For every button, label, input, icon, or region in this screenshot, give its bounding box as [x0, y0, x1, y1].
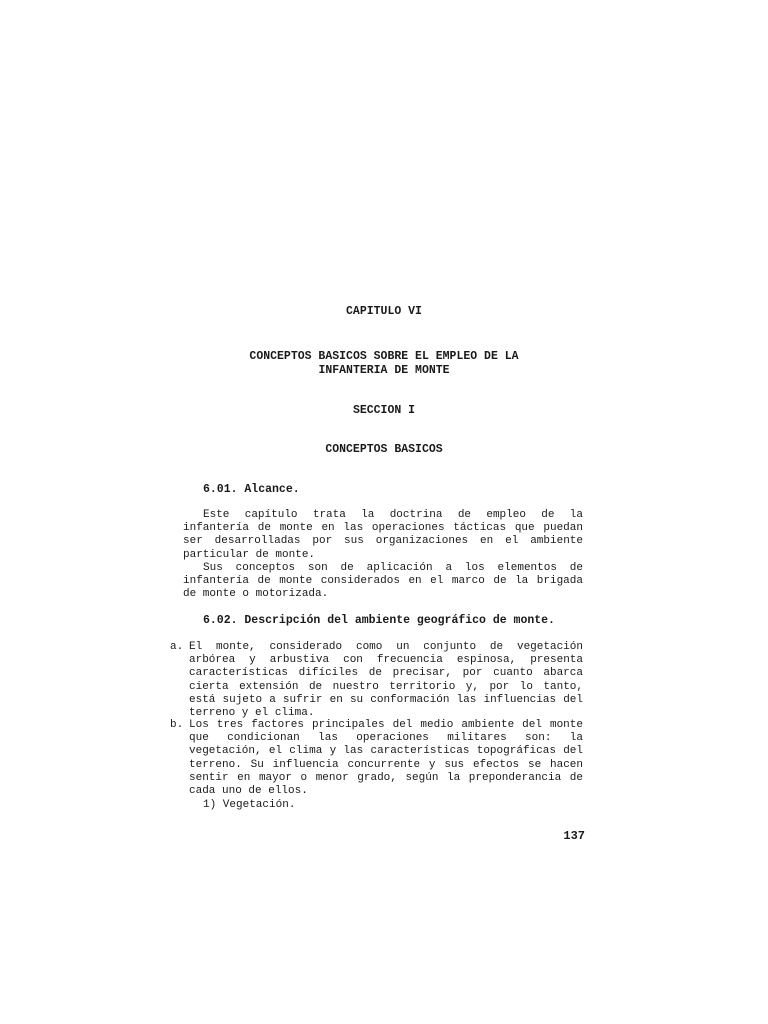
list-item-b-text: Los tres factores principales del medio ambiente del monte que condicionan las operaciones militares son: la vegetación, el clima y las características topográficas del terreno. Su influencia concurrente y sus efectos se hacen sentir en mayor o menor grado, según la preponderancia de cada uno de ellos. [189, 719, 583, 798]
paragraph-scope-2: Sus conceptos son de aplicación a los elementos de infantería de monte considerados en el marco de la brigada de monte o motorizada. [183, 562, 583, 601]
list-item-b-label: b. [170, 719, 184, 731]
heading-6-02: 6.02. Descripción del ambiente geográfico de monte. [203, 614, 555, 627]
subitem-vegetation: 1) Vegetación. [203, 799, 296, 811]
chapter-title-line-1: CONCEPTOS BASICOS SOBRE EL EMPLEO DE LA [249, 350, 519, 363]
paragraph-scope-1: Este capítulo trata la doctrina de empleo de la infantería de monte en las operaciones tácticas que puedan ser desarrolladas por sus organizaciones en el ambiente particular de monte. [183, 509, 583, 561]
section-heading: SECCION I [352, 404, 416, 417]
list-item-b [170, 719, 583, 798]
list-item-a [170, 641, 583, 720]
page-number: 137 [563, 829, 585, 843]
list-item-a-text: El monte, considerado como un conjunto de vegetación arbórea y arbustiva con frecuencia espinosa, presenta características difíciles de precisar, por cuanto abarca cierta extensión de nuestro territorio y, por lo tanto, está sujeto a sufrir en su conformación las influencias del terreno y el clima. [189, 641, 583, 720]
list-item-a-label: a. [170, 641, 184, 653]
chapter-heading: CAPITULO VI [346, 305, 422, 318]
section-title: CONCEPTOS BASICOS [325, 443, 443, 456]
heading-6-01: 6.01. Alcance. [203, 483, 300, 496]
chapter-title-line-2: INFANTERIA DE MONTE [318, 364, 450, 377]
